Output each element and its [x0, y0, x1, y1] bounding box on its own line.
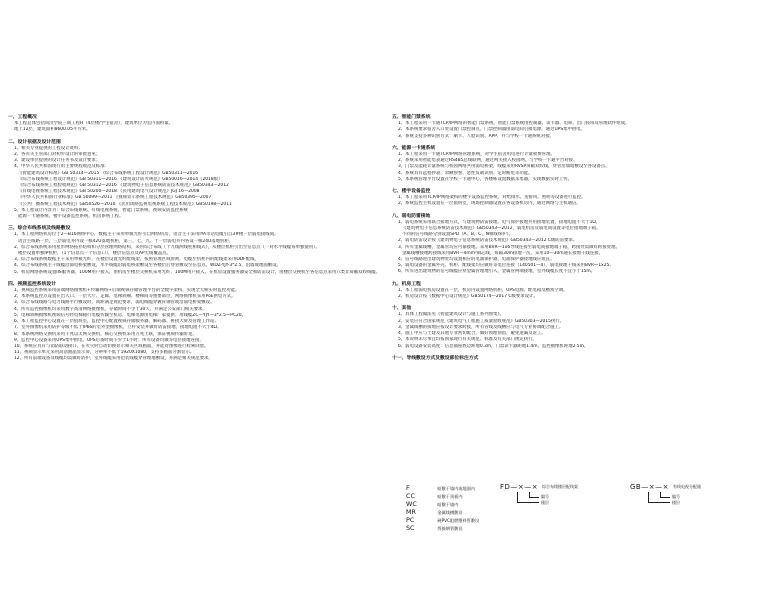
section-gap: [8, 363, 380, 367]
spec-line: 1、弱电系统采用联合接地方式，与建筑物防雷接地、电气保护接地共用接地装置，接地电阻不大于1Ω。: [398, 219, 601, 225]
spec-line: 2、系统监控主机设置在一层值班室，现场控制器设置在各设备机房内，通过网络与主机通信。: [398, 201, 581, 207]
spec-line: 11、视频显示单元采用高清液晶显示屏，分辨率不低于1920X1080，支持多画面分割显示。: [14, 350, 195, 356]
spec-line: 《公共广播系统工程技术规范》GB50526—2010 《民用闭路监视电视系统工程技术规范》GB50198—2011: [18, 201, 232, 207]
section-gap: [392, 300, 752, 304]
spec-line: 3、金属线槽的接地应按设计要求跨接，所有管线及线槽应与电气专业协调配合施工。: [398, 324, 564, 330]
section-gap: [392, 350, 752, 354]
spec-line: 3、建设单位提供的设计任务书及设计要求；: [14, 158, 101, 164]
spec-line: 本工程总体包括同济学院三期工程H（4层楼/学生宿舍），建筑单位为室内面积量。: [14, 121, 174, 127]
spec-line: 1、本工程采用一卡通TCP/IP网络管理系统，对学生宿舍用电进行计量收费管理。: [398, 152, 555, 158]
spec-line: 楼层设置单独IP机柜，（1个信息点一个信息口），楼层信息点及AP无线覆盖点。: [18, 251, 171, 257]
spec-line: 《有线电视系统工程技术规范》GB 50200—2018 《民用建筑电气设计规范》JGJ 16—2008: [18, 189, 200, 195]
spec-line: 3、系统支持多种识别方式：刷卡、人脸识别、APP，并与学校一卡通系统对接。: [398, 133, 554, 139]
leader-line: [648, 492, 649, 502]
spec-line: 3、综合布线线路与电力线路平行敷设时，间距满足规范要求，弱电线缆穿镀锌钢管或沿弱电桥架敷设。: [14, 300, 215, 306]
section-title: 二、设计依据及设计范围: [8, 139, 61, 145]
spec-line: 6、弱电设备安装高度：信息插座底边距地0.3m，门禁读卡器距地1.4m，监控摄像机距地2.5m。: [398, 343, 589, 349]
legend-row: [406, 516, 479, 524]
legend-desc: 暗敷于顶板内: [437, 494, 463, 499]
spec-line: 5、本说明未尽事宜均按国家现行有关规范、标准及有关部门规定执行。: [398, 337, 537, 343]
diagram-label: 楼层: [541, 500, 549, 505]
legend-code: PC: [406, 516, 415, 524]
spec-line: 1、本工程弱电机房设置在一层，机房内设置网络机柜、UPS电源、配电箱及精密空调。: [398, 287, 568, 293]
diagram-label: 有线电视分配箱: [673, 484, 701, 489]
spec-line: 金属线槽接地跨接线采用BVR—4mm²铜芯线，每隔30m接地一次，采用10—30m通长接地干线连接。: [402, 250, 604, 256]
spec-line: 4、综合布线系统主干线缆沿弱电桥架敷设，水平线缆沿弱电桥架敷设至各楼层后穿管敷设至信息点。WDZ-YJY-3*2.5，沿墙或地面敷设。: [14, 263, 281, 269]
spec-line: 7、室外摄像机采用防护等级不低于IP66的室外型摄像机，立杆安装并做好防雷接地，接地电阻不大于4Ω。: [14, 325, 222, 331]
spec-line: 9、监控中心设备采用UPS集中供电，UPS后备时间不少于1小时；所有设备均做等电位接地连接。: [14, 337, 204, 343]
spec-line: 地上12层，建筑面积8600.05平方米。: [14, 127, 91, 133]
diagram-label: 楼层: [672, 500, 680, 505]
legend-row: [406, 500, 458, 508]
legend-row: [406, 524, 463, 532]
legend-desc: 暗敷于墙内或地面内: [437, 486, 476, 491]
section-title: 六、能源一卡通系统: [392, 145, 436, 151]
spec-line: 《建筑物电子信息系统防雷技术规范》GB50343—2012，弱电机房及弱电间设置等电位接地端子箱。: [402, 226, 601, 232]
section-title: 一、工程概况: [8, 115, 37, 120]
section-title: 四、视频监控系统设计: [8, 281, 56, 287]
section-title: 十一、导线敷设方式及敷设部位标注方式: [392, 355, 479, 361]
legend-row: [406, 492, 463, 500]
spec-line: 4、系统具有远程抄表、余额预警、恶性负载识别、定时断电等功能。: [398, 170, 533, 176]
legend-code: MR: [406, 508, 416, 516]
spec-line: 《综合布线系统工程设计规范》GB 50311—2016 《建筑设计防火规范》GB50016—2014（2018版）: [18, 176, 223, 182]
spec-line: 6、本工程监控中心设置在一层值班室，监控中心配置视频存储服务器、解码器、拼接大屏及管理工作站。: [14, 319, 219, 325]
spec-line: 2、安装应符合国家规范《建筑电气工程施工质量验收规范》GB50303—2015执行。: [398, 318, 565, 324]
spec-line: 1、视频监控系统采用前端网络摄像机+传输网络+后端视频存储管理平台的全数字架构，实现全天候实时监控功能。: [14, 288, 240, 294]
section-gap: [392, 362, 752, 366]
right-column: [392, 113, 752, 366]
section-gap: [8, 220, 380, 224]
leader-line: [648, 502, 670, 503]
leader-line: [517, 502, 539, 503]
spec-line: 2、各有关主管部门对初步设计的审批意见；: [14, 152, 101, 158]
section-title: 五、智能门禁系统: [392, 115, 431, 120]
spec-line: 2、系统采用智能电表通过RS485总线联网，通过网关接入校园网，与学校一卡通平台对接。: [398, 158, 578, 164]
spec-line: 1、相关专业提供的工程设计资料；: [14, 145, 83, 151]
spec-line: 12、所有前端设备及线缆均需做好防护，室外线缆采用铠装线缆穿管埋地敷设，并满足相关规范要求。: [14, 356, 213, 362]
spec-line: 2、机房设计按《数据中心设计规范》GB50174—2017 C级要求设计。: [398, 294, 538, 300]
legend-desc: 焊接钢管敷设: [437, 526, 463, 531]
spec-line: 《综合布线系统工程验收规范》GB 50312—2016 《建筑物电子信息系统防雷技术规范》GB50343—2012: [18, 183, 229, 189]
section-title: 八、弱电防雷接地: [392, 213, 431, 219]
leader-line: [529, 497, 539, 498]
catv-box-code: GB—×—×: [630, 483, 669, 491]
legend-desc: 暗敷于墙内: [437, 502, 459, 507]
legend-row: [406, 508, 463, 516]
spec-line: 1、本工程采用一卡通TCP/IP网络的智能门禁系统，智能门禁系统由控制器、读卡器、电锁、出门按钮及管理软件组成。: [398, 121, 630, 127]
spec-line: 3、综合布线系统数据主干采用单模光纤，在楼层设置光纤配线架，按照管理区域原则，电缆至机柜内的配线架采用ODF配线，: [14, 257, 259, 263]
spec-line: 2、弱电防雷设计按《建筑物电子信息系统防雷技术规范》GB50343—2012 C级防雷要求。: [398, 238, 578, 244]
spec-line: 5、本工程设计内容为：综合布线系统、有线电视系统、智能门禁系统、视频安防监控系统: [14, 207, 189, 213]
leader-line: [517, 492, 518, 502]
legend-code: SC: [406, 524, 415, 532]
distribution-frame-code: FD—×—×: [500, 483, 539, 491]
legend-code: CC: [406, 492, 415, 500]
diagram-label: 编号: [541, 494, 549, 499]
spec-line: 《中华人民共和国行业标准》GB 50099—2011 《视频显示系统工程技术规范》GB50395—2007: [18, 195, 212, 201]
section-gap: [392, 208, 752, 212]
spec-line: 1、本工程网络机房位于2—B16网络中心，数据主干采用单模光纤引自网络机房，语音主干采用IYA市话电缆引自3#楼一层弱电接线间。: [14, 232, 279, 238]
spec-line: 6、所有进出建筑物的信号线缆应穿金属管埋地引入，金属管两端接地，室外线缆长度不宜小于15m。: [398, 269, 596, 275]
spec-line: 4、信号线路进出建筑物处均设置相应的电涌保护器，电涌保护器接地线应短直。: [398, 257, 555, 263]
leader-line: [660, 497, 670, 498]
spec-line: 不同的信号线路分别设置SPD（A，B，C，N相线保护）。: [402, 232, 514, 238]
spec-line: 语音主线路一层，三层弱电井内设一根42U落地机柜，第三、七、九、十一层弱电井内各设一根24U落地机柜。: [18, 238, 234, 244]
spec-line: 能源一卡通系统、楼宇设备监控系统、机房系统工程。: [18, 214, 124, 220]
section-title: 十、其他: [392, 306, 412, 312]
spec-line: 8、本系统网络交换机采用千兆以太网交换机，核心交换机采用万兆上联，保证视频传输带宽。: [14, 331, 197, 337]
section-gap: [8, 276, 380, 280]
spec-line: 2、本系统要求宿舍入口处设置门禁控制点，门禁控制器由弱电间引接电源，通过UPS集中供电。: [398, 127, 586, 133]
section-title: 九、机房工程: [392, 281, 421, 287]
diagram-label: 编号: [672, 494, 680, 499]
spec-line: 3、所有金属线槽、金属管均应可靠接地，采用BVR—1x6导线连接至弱电间接地端子箱，跨接处需做好跨接处理。: [398, 244, 620, 250]
spec-line: 2、本系统监控点设置在出入口、一层大厅、走廊、电梯轿厢、楼梯间等重要部位，网络摄像机采用PoE供电方式。: [14, 294, 236, 300]
spec-line: 5、弱电设备的金属外壳、机柜、配线架均应做好等电位连接（140501—4），弱电接地干线采用BVR—1x25。: [398, 263, 614, 269]
legend-desc: 金属线槽敷设: [437, 510, 463, 515]
spec-line: 5、机房网络系统设置IIS服务器，100M用户接入，由机房至楼层交换机采用光纤、100M用户接入，在机房设置服务器安全和防雷设计，由楼层交换机至各信息点采用六类非屏蔽双绞线缆。: [14, 269, 380, 275]
spec-line: 5、本系统管理平台设置在学校一卡通中心，各楼栋设置数据采集器，实现数据实时上传。: [398, 176, 573, 182]
spec-line: 1、具体工程做法见《智能建筑设计与施工系列图集》。: [398, 312, 504, 318]
section-gap: [392, 183, 752, 187]
spec-line: 2、综合布线系统采用星形网络拓扑结构和分层管理网络结构，采用综合布线（十九线两线柱相线式），从楼层机柜引出至信息点（一对水平线缆每单独使用）。: [14, 244, 320, 250]
section-title: 三、综合布线系统及线路敷设: [8, 226, 71, 232]
spec-line: 1、本工程采用TCP/IP网络架构的楼宇设备监控系统，对给排水、送排风、照明等设备进行监控。: [398, 195, 586, 201]
section-title: 七、楼宇设备监控: [392, 189, 431, 195]
section-gap: [392, 140, 752, 144]
legend-desc: 硬PVC阻燃塑料管敷设: [437, 518, 480, 523]
section-gap: [392, 276, 752, 280]
spec-line: 4、中华人民共和国现行的主要规程规范及标准：: [14, 164, 109, 170]
spec-line: 4、所有监控摄像机均采用数字高清网络摄像机，存储时间不少于30天，并满足公安部门相关要求。: [14, 306, 207, 312]
spec-line: 10、系统应具有与消防联动接口，在火灾时自动切换显示相关区域画面，并能对图像进行检索回放。: [14, 343, 209, 349]
legend-code: F: [406, 484, 410, 492]
section-gap: [8, 134, 380, 138]
legend-code: WC: [406, 500, 417, 508]
spec-line: 5、电梯轿厢摄像机视频信号经电梯随行电缆传输至机房，电梯电源由电梯厂家提供；用线缆ZC—YJY—3*2.5—PC20。: [14, 312, 246, 318]
left-column: [8, 113, 380, 367]
legend-row: [406, 484, 475, 492]
spec-line: 3、门禁及能耗计量系统与校园网络共用弱电桥架，线缆采用RVSP屏蔽双绞线，穿管沿墙暗敷设至各设备点。: [398, 164, 610, 170]
spec-line: 4、施工中应与土建及其他专业密切配合，做好预埋预留，避免遗漏及返工。: [398, 331, 546, 337]
spec-line: 《智能建筑设计标准》GB 50314—2015 《综合布线系统工程设计规范》GB50311—2016: [18, 170, 199, 176]
diagram-label: 综合布线楼层配线架: [542, 484, 578, 489]
